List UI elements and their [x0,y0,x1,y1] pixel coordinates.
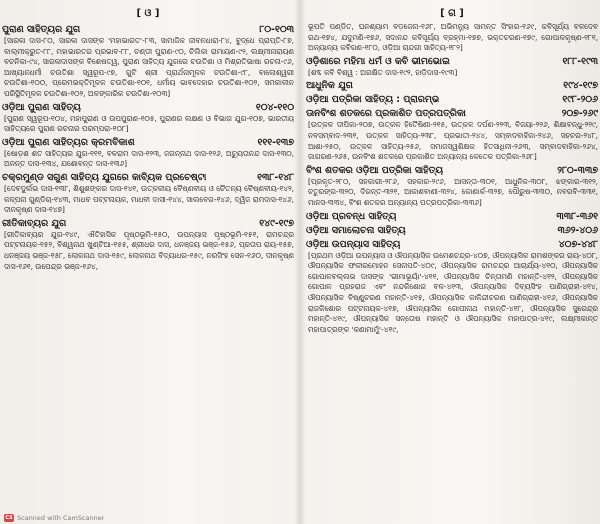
toc-heading [2,102,294,114]
toc-heading-title: ରୀତିକାବ୍ୟର ଯୁଗ [2,217,67,229]
toc-heading-page-range: ୧୦୪-୧୧୦ [255,101,294,113]
camscanner-logo-icon: CS [5,515,13,521]
toc-entry-details: [ପୁରାଣ ସ୍ୱରୂପ-୧୦୪, ମହାପୁରାଣ ଓ ଉପପୁରାଣ-୧୦୫, ପୁରାଣର ଲକ୍ଷଣ ଓ ବିଭାଗ ଯୁଗ-୧୦୭, ଭାରତୀୟ ସାହିତ୍ୟରେ ପୁରାଣ ରଚନାର ପରମ୍ପରା-୧୦୮] [4,113,294,134]
toc-entry [306,225,598,237]
toc-heading-page-range: ୧୪୯-୧୯୭ [259,217,294,229]
toc-entry-details: [ଷୋଡ଼ଶ ଶତ ସାହିତ୍ୟର ଯୁଗ-୧୧୧, ବଳରାମ ଦାସ-୧୨୩, ଜଗନ୍ନାଥ ଦାସ-୧୨୬, ଅଚ୍ୟୁତାନନ୍ଦ ଦାସ-୧୩୦, ଅନନ୍ତ ଦାସ-୧୩୪, ଯଶୋବନ୍ତ ଦାସ-୧୩୬] [4,148,294,169]
toc-entry [306,56,598,79]
toc-heading-page-range: ୩୬୨-୪୦୬ [557,224,598,236]
toc-heading [2,24,294,36]
toc-heading-page-range: ୪୦୭-୪୪୮ [558,238,598,250]
toc-entry [2,102,294,135]
toc-heading [306,211,598,223]
toc-heading-page-range: ୧୯୪-୧୯୭ [563,80,598,92]
toc-entry-details: [ଉତ୍କଳ ଦୀପିକା-୨୦୭, ଉତ୍କଳ ହିତୈଷିଣୀ-୨୧୫, ଉତ୍କଳ ଦର୍ପଣ-୨୨୩, ବିଜୟା-୨୨୬, ଶିକ୍ଷାବନ୍ଧୁ-୨୨୯, ନବସମ୍ବାଦ-୨୩୧, ଉତ୍କଳ ସାହିତ୍ୟ-୨୩୮, ପ୍ରଭାତୀ-୨୪୪, ସମ୍ବାଦବାହିକା-୨୪୬, ସହଚର-୨୪୮, ଆଶା-୨୫୦, ଉତ୍କଳ ସାହିତ୍ୟ-୨୫୬, ସମାଜସ୍ୱଶିକ୍ଷକ ହିତସାଧିନୀ-୨୬୩, ସମ୍ବାଦବାହିକା-୨୬୪, ଜାଗରଣ-୨୬୫, ଉନବିଂଶ ଶତକରେ ପ୍ରକାଶିତ ଅନ୍ୟାନ୍ୟ କେତେକ ପତ୍ରିକା-୨୬୮] [308,120,598,162]
toc-heading-title: ଓଡ଼ିଆ ପୁରାଣ ସାହିତ୍ୟର କ୍ରମବିକାଶ [2,136,135,148]
toc-heading-page-range: ୧୮୮-୧୯୩ [562,55,598,67]
left-page-number: [ ଓ ] [136,8,160,19]
toc-entry [306,239,598,336]
toc-entry [2,218,294,272]
toc-heading [306,165,598,177]
toc-entry-details: [ପ୍ରଥମ ଓଡ଼ିଆ ଉପନ୍ୟାସ ଓ ଔପନ୍ୟାସିକ ଉମେଶଚନ୍ଦ୍ର-୪୦୭, ଔପନ୍ୟାସିକ ରାମଶଙ୍କର ରାୟ-୪୦୮, ଔପନ୍ୟାସିକ ଫକୀରମୋହନ ସେନାପତି-୪୦୯, ଔପନ୍ୟାସିକ ରାମଚନ୍ଦ୍ର ଆଚାର୍ଯ୍ୟ-୪୧୦, ଔପନ୍ୟାସିକ ଗୋପାଳବଲ୍ଲଭ ଦାସଙ୍କ 'ଭୀମାଭୂୟାଁ'-୪୧୧, ଔପନ୍ୟାସିକ ଚିନ୍ତାମଣି ମହାନ୍ତି-୪୧୨, ଔପନ୍ୟାସିକ ଗୋପାଳ ପ୍ରହରାଜ ଏବଂ ନନ୍ଦକିଶୋର ବଳ-୪୧୩, ଔପନ୍ୟାସିକ ଦିବ୍ୟସିଂହ ପାଣିଗ୍ରାହୀ-୪୧୪, ଔପନ୍ୟାସିକ ବିଷ୍ଣୁଚରଣ ମହାନ୍ତି-୪୧୫, ଔପନ୍ୟାସିକ କାଳିନ୍ଦୀଚରଣ ପାଣିଗ୍ରାହୀ-୪୧୬, ଔପନ୍ୟାସିକ ରାଜକିଶୋର ପଟ୍ଟନାୟକ-୪୧୭, ଔପନ୍ୟାସିକ ଗୋପୀନାଥ ମହାନ୍ତି-୪୧୮, ଔପନ୍ୟାସିକ ସୁରେନ୍ଦ୍ର ମହାନ୍ତି-୪୧୯, ଔପନ୍ୟାସିକ ସନ୍ତୋଷ ମହାନ୍ତି ଓ ଔପନ୍ୟାସିକ ମହାପାତ୍ର-୪୧୯, ଲକ୍ଷ୍ମୀକାନ୍ତ ମହାପାତ୍ରଙ୍କ 'କଣାମାମୁଁ'-୪୧୯, [308,250,598,334]
toc-heading-page-range: ୨୮୦-୩୩୭ [557,164,598,176]
scanner-watermark [4,514,104,522]
toc-heading-title: ବିଂଶ ଶତକର ଓଡ଼ିଆ ପତ୍ରିକା ସାହିତ୍ୟ [306,164,444,176]
toc-heading [306,94,598,106]
toc-heading-page-range: ୩୩୮-୩୬୧ [556,210,598,222]
toc-entry-details: [ଶବ୍ଦ କବି ବିଶ୍ୱ : ଅରକ୍ଷିତ ଦାସ-୧୯୨, ହାଡ଼ିଦାସ-୧୯୩] [308,67,458,77]
toc-heading-title: ପୁରାଣ ସାହିତ୍ୟର ଯୁଗ [2,24,81,35]
toc-entry-details: [ଦେବଦୁର୍ଲଭ ଦାସ-୧୩୮, ଶିଶୁଶଙ୍କର ଦାସ-୧୪୧, ଉତ୍କଳୀୟ ବୈଷ୍ଣବୀୟ ଓ ଚୈତନ୍ୟ ବୈଷ୍ଣବୀୟ-୧୪୨, କଳ୍ପନା ଗୁଣ୍ଡିଚା-୧୪୩, ମାଧବ ପଟ୍ଟନାୟକ, ମାଧବୀ ଦାସୀ-୧୪୪, ସାଲବେଗ-୧୪୬, ଦ୍ୱିଜ ରାମଦାସ-୧୪୬, ଦୀନକୃଷ୍ଣ ଦାସ-୧୪୭] [4,183,294,215]
toc-heading [306,239,598,251]
toc-entry [306,94,598,106]
toc-entry [306,165,598,209]
toc-heading [306,80,598,92]
left-page [2,6,294,511]
toc-heading-title: ଓଡ଼ିଆ ପୁରାଣ ସାହିତ୍ୟ [2,101,81,113]
toc-heading [306,225,598,237]
toc-heading [2,218,294,230]
toc-entry [306,211,598,223]
toc-heading-title: ଊନବିଂଶ ଶତକରେ ପ୍ରକାଶିତ ପତ୍ରପତ୍ରିକା [306,108,466,120]
toc-heading [306,108,598,120]
toc-heading-title: ଓଡ଼ିଆ ପତ୍ରିକା ସାହିତ୍ୟ : ପ୍ରାରମ୍ଭ [306,94,440,106]
toc-heading-page-range: ୧୯୮-୨୦୬ [562,94,598,106]
toc-heading [2,137,294,149]
toc-heading-title: ଆଧୁନିକ ଯୁଗ [306,80,353,92]
toc-entry [2,172,294,216]
toc-heading-page-range: ୧୧୧-୧୩୭ [257,136,294,148]
toc-heading-title: ଓଡ଼ିଶାରେ ମହିମା ଧର୍ମ ଓ କବି ଭୀମଭୋଇ [306,55,450,67]
right-page-number: [ ଗ ] [440,8,464,19]
toc-entry [306,80,598,92]
toc-heading-title: ଚକ୍ରମୁଣ୍ଡ ସଗୁଣ ସାହିତ୍ୟ ଯୁଗରେ କାବ୍ୟିକ ପ୍ରଚେଷ୍ଟା [2,171,207,183]
toc-heading-title: ଓଡ଼ିଆ ସମାଲୋଚନା ସାହିତ୍ୟ [306,224,406,236]
toc-entry-details: [ସାରଳା ଦାସ-୮୦, ସାରଳା ଦାସଙ୍କ 'ମହାଭାରତ'-୮୩, ସାମାଜିକ ଜୀବନଧାରା-୮୪, ବୁଦ୍ଧେ ପ୍ରାପ୍ତି-୮୭, ବାଲ୍ମୀକ୍ରୁତ-୮୮, ମହାଭାରତର ପ୍ରଭାବ-୮୮, ଚଣ୍ଡୀ ପୁରାଣ-୯୦, ଚିଲିକା ରାମାୟଣ-୯୨, ଲକ୍ଷ୍ମୀନାରାୟଣ ବଚନିକା-୯୪, ସାରଳାଦାସଙ୍କ ବିଶେଷତ୍ୱ, ପୁରାଣ ସାହିତ୍ୟ ଯୁଗରେ ଚଉତିଶା ଓ ମିଶ୍ରତିଭାଷା ରଚନା-୯୬, ଆଖ୍ୟାନଧର୍ମୀ ଚଉତିଶା ସ୍ୱରୂପ-୯୭, ଗୁଟି ଶ୍ରୀ ପ୍ରାର୍ଥନାମୂଳକ ଚଉତିଶା-୯୮, ବାଲୋଶ୍ୱରୀ ଚଉତିଶା-୧୦୦, ପ୍ରେମଭକ୍ତିମୂଳକ ଚଉତିଶା-୧୦୧, ଧର୍ମୀୟ ଭାବଦେହାର ଚଉତିଶା-୧୦୨, ସମକାଳୀନ ପରିସ୍ଥିତିମୂଳକ ଚଉତିଶା-୧୦୨, ଅଳଙ୍କାରିକ ଚଉତିଶା-୧୦୩] [4,36,294,98]
toc-heading-page-range: ୨୦୭-୨୬୯ [561,108,598,120]
toc-entry [306,108,598,162]
toc-heading-title: ଓଡ଼ିଆ ଉପନ୍ୟାସ ସାହିତ୍ୟ [306,238,401,250]
toc-heading [306,56,598,68]
scanner-watermark-label: Scanned with CamScanner [17,514,105,522]
toc-heading-title: ଓଡ଼ିଆ ପ୍ରବନ୍ଧ ସାହିତ୍ୟ [306,210,397,222]
toc-heading [2,172,294,184]
toc-entry-details: [ରୀତିକାବ୍ୟର ଯୁଗ-୧୪୯, ଐତିହାସିକ ପୃଷ୍ଠଭୂମି-୧୫୦, ଉପନ୍ୟାସ ପୃଷ୍ଠଭୂମି-୧୫୧, ରାମଚନ୍ଦ୍ର ପଟ୍ଟନାୟକ-୧୫୨, ବିଶ୍ୱନାଥ ଖୁଣ୍ଟିଆ-୧୫୫, ଶ୍ରୀଧର ଦାସ, ଧନଞ୍ଜୟ ଭଞ୍ଜ-୧୫୬, ପ୍ରତାପ ରାୟ-୧୫୭, ଧନଞ୍ଜୟ ଭଞ୍ଜ-୧୫୮, ଲୋକନାଥ ଦାସ-୧୫୯, ଲୋକନାଥ ବିଦ୍ୟାଧର-୧୫୯, ନରସିଂହ ସେନ-୧୬୦, ଦୀନକୃଷ୍ଣ ଦାସ-୧୬୧, ଉପେନ୍ଦ୍ର ଭଞ୍ଜ-୧୬୪, [4,229,294,271]
toc-continued-details: ଭୂପତି ପଣ୍ଡିତ, ଘନଶ୍ୟାମ ବଡ଼ଜେନା-୧୬୮, ଅଭିମନ୍ୟୁ ସାମନ୍ତ ସିଂହାର-୧୬୯, କବିସୂର୍ଯ୍ୟ ବଳଦେବ ରଥ-୧୭୪, ଯଦୁମଣି-୧୭୬, ସଦାନନ୍ଦ କବିସୂର୍ଯ୍ୟ ବ୍ରହ୍ମା-୧୭୭, ଭକ୍ତଚରଣ-୧୭୯, ଗୋପାଳକୃଷ୍ଣ-୧୮୧, ଅନ୍ୟାନ୍ୟ କବିଗଣ-୧୮୦, ଓଡ଼ିଆ ଚାନ୍ଦଗୀ ସାହିତ୍ୟ-୧୮୨] [308,22,598,53]
toc-heading-page-range: ୮୦-୧୦୩ [259,24,294,35]
right-page [306,6,598,511]
toc-heading-page-range: ୧୩୮-୧୪୮ [257,171,294,183]
toc-entry-details: [ପ୍ରକୃତ-୨୮୦, ସହକାରୀ-୨୮୬, ସହକାର-୨୯୬, ଆସନ୍ତା-୩୦୧, ଆଧୁନିକ-୩୦୮, ଝଙ୍କାର-୩୧୨, ଚତୁରଙ୍ଗ-୩୨୦, ଦିଗନ୍ତ-୩୨୧, ଆକାଶବାଣୀ-୩୨୪, କୋଣାର୍କ-୩୨୭, ପୌରୁଷ-୩୩୦, ନବରବି-୩୩୧, ମାନସ-୩୩୪, ବିଂଶ ଶତକର ଅନ୍ୟାନ୍ୟ ପତ୍ରପତ୍ରିକା-୩୩୬] [308,176,598,207]
toc-entry [2,24,294,100]
toc-entry [2,137,294,170]
